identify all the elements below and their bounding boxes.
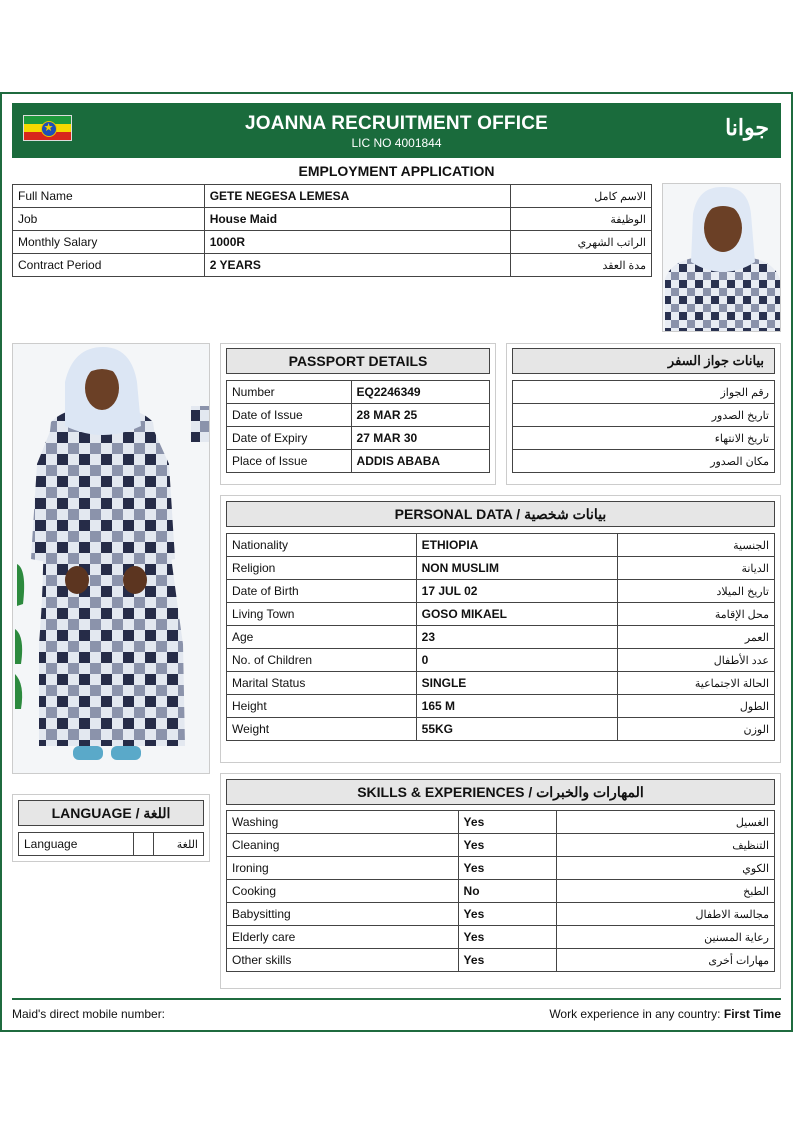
- language-value: [134, 833, 154, 856]
- skill-row: [227, 880, 775, 903]
- personal-data-table: [226, 533, 775, 741]
- applicant-row-label: Contract Period: [13, 254, 205, 277]
- passport-row-value: 27 MAR 30: [351, 427, 489, 450]
- applicant-row-label: Monthly Salary: [13, 231, 205, 254]
- personal-row-value: 165 M: [416, 695, 618, 718]
- applicant-row-label-ar: الوظيفة: [511, 208, 652, 231]
- passport-arabic-row: [513, 427, 775, 450]
- personal-row-label-ar: محل الإقامة: [618, 603, 775, 626]
- personal-row: [227, 649, 775, 672]
- skill-row-label-ar: الغسيل: [557, 811, 775, 834]
- language-table: [18, 832, 204, 856]
- skill-row-label-ar: مهارات أخرى: [557, 949, 775, 972]
- personal-data-title: PERSONAL DATA / بيانات شخصية: [226, 501, 775, 527]
- passport-table: [226, 380, 490, 473]
- applicant-row-label: Full Name: [13, 185, 205, 208]
- passport-arabic-row-label-ar: تاريخ الصدور: [513, 404, 775, 427]
- applicant-row-label: Job: [13, 208, 205, 231]
- passport-row-value: ADDIS ABABA: [351, 450, 489, 473]
- skill-row: [227, 926, 775, 949]
- personal-row: [227, 557, 775, 580]
- work-experience: [549, 1007, 781, 1021]
- personal-row: [227, 626, 775, 649]
- passport-row-label: Place of Issue: [227, 450, 352, 473]
- language-label-ar: اللغة: [154, 833, 204, 856]
- personal-row-value: GOSO MIKAEL: [416, 603, 618, 626]
- skill-row-label-ar: الكوي: [557, 857, 775, 880]
- skill-row-value: No: [458, 880, 557, 903]
- footer-divider: [12, 998, 781, 1000]
- personal-row: [227, 580, 775, 603]
- document-title: EMPLOYMENT APPLICATION: [298, 163, 495, 179]
- skill-row: [227, 811, 775, 834]
- personal-row-label: Religion: [227, 557, 417, 580]
- language-label: Language: [19, 833, 134, 856]
- personal-row-label: Nationality: [227, 534, 417, 557]
- applicant-row: [13, 254, 652, 277]
- skill-row-label: Cooking: [227, 880, 459, 903]
- applicant-row: [13, 208, 652, 231]
- personal-row-label-ar: العمر: [618, 626, 775, 649]
- skill-row-label: Other skills: [227, 949, 459, 972]
- applicant-row-value: House Maid: [204, 208, 511, 231]
- personal-row: [227, 695, 775, 718]
- applicant-table: [12, 184, 652, 277]
- passport-arabic-title: بيانات جواز السفر: [512, 348, 775, 374]
- portrait-photo: [662, 183, 781, 332]
- skill-row: [227, 834, 775, 857]
- personal-row: [227, 603, 775, 626]
- personal-row-value: NON MUSLIM: [416, 557, 618, 580]
- skill-row-label-ar: رعاية المسنين: [557, 926, 775, 949]
- passport-row-value: 28 MAR 25: [351, 404, 489, 427]
- skill-row: [227, 857, 775, 880]
- work-experience-value: First Time: [723, 1007, 781, 1021]
- passport-row: [227, 427, 490, 450]
- personal-row-value: 55KG: [416, 718, 618, 741]
- skill-row-value: Yes: [458, 811, 557, 834]
- passport-row-label: Number: [227, 381, 352, 404]
- skill-row-label: Elderly care: [227, 926, 459, 949]
- passport-row-value: EQ2246349: [351, 381, 489, 404]
- applicant-row-value: 2 YEARS: [204, 254, 511, 277]
- applicant-row: [13, 185, 652, 208]
- language-row: [19, 833, 204, 856]
- applicant-row-label-ar: الاسم كامل: [511, 185, 652, 208]
- passport-row-label: Date of Issue: [227, 404, 352, 427]
- skill-row-label: Cleaning: [227, 834, 459, 857]
- work-experience-label: Work experience in any country:: [549, 1007, 721, 1021]
- skill-row-label: Ironing: [227, 857, 459, 880]
- skill-row-value: Yes: [458, 857, 557, 880]
- applicant-row: [13, 231, 652, 254]
- full-body-figure: [13, 344, 210, 774]
- skill-row-value: Yes: [458, 903, 557, 926]
- personal-row-label-ar: الطول: [618, 695, 775, 718]
- passport-arabic-row: [513, 450, 775, 473]
- personal-row-label: No. of Children: [227, 649, 417, 672]
- passport-row-label: Date of Expiry: [227, 427, 352, 450]
- personal-row-value: 0: [416, 649, 618, 672]
- personal-row-label: Height: [227, 695, 417, 718]
- personal-row: [227, 718, 775, 741]
- skill-row-label-ar: التنظيف: [557, 834, 775, 857]
- skills-title: SKILLS & EXPERIENCES / المهارات والخبرات: [226, 779, 775, 805]
- applicant-row-value: GETE NEGESA LEMESA: [204, 185, 511, 208]
- portrait-figure: [663, 184, 781, 332]
- skill-row-label-ar: الطبخ: [557, 880, 775, 903]
- personal-row-label: Living Town: [227, 603, 417, 626]
- personal-row: [227, 672, 775, 695]
- skill-row-label-ar: مجالسة الاطفال: [557, 903, 775, 926]
- personal-row-label-ar: الوزن: [618, 718, 775, 741]
- personal-row-label-ar: الحالة الاجتماعية: [618, 672, 775, 695]
- passport-arabic-row: [513, 381, 775, 404]
- personal-row-label-ar: الجنسية: [618, 534, 775, 557]
- personal-row-label: Marital Status: [227, 672, 417, 695]
- mobile-number-label: Maid's direct mobile number:: [12, 1007, 166, 1021]
- personal-row-label: Weight: [227, 718, 417, 741]
- applicant-row-label-ar: الراتب الشهري: [511, 231, 652, 254]
- skill-row-label: Washing: [227, 811, 459, 834]
- skills-table: [226, 810, 775, 972]
- skill-row-value: Yes: [458, 926, 557, 949]
- personal-row-value: ETHIOPIA: [416, 534, 618, 557]
- passport-row: [227, 450, 490, 473]
- passport-row: [227, 404, 490, 427]
- personal-row-label-ar: تاريخ الميلاد: [618, 580, 775, 603]
- full-body-photo: [12, 343, 210, 774]
- skill-row-label: Babysitting: [227, 903, 459, 926]
- personal-row-label-ar: عدد الأطفال: [618, 649, 775, 672]
- passport-arabic-row: [513, 404, 775, 427]
- personal-row-label: Age: [227, 626, 417, 649]
- skill-row: [227, 903, 775, 926]
- skill-row: [227, 949, 775, 972]
- personal-row-label-ar: الديانة: [618, 557, 775, 580]
- personal-row-label: Date of Birth: [227, 580, 417, 603]
- passport-arabic-table: [512, 380, 775, 473]
- office-arabic-name: جوانا: [725, 115, 769, 140]
- passport-arabic-row-label-ar: رقم الجواز: [513, 381, 775, 404]
- passport-arabic-row-label-ar: مكان الصدور: [513, 450, 775, 473]
- personal-row-value: SINGLE: [416, 672, 618, 695]
- skill-row-value: Yes: [458, 949, 557, 972]
- personal-row-value: 17 JUL 02: [416, 580, 618, 603]
- office-title: JOANNA RECRUITMENT OFFICE: [244, 113, 549, 134]
- applicant-row-value: 1000R: [204, 231, 511, 254]
- ethiopia-flag-icon: [23, 115, 72, 141]
- personal-row-value: 23: [416, 626, 618, 649]
- office-header: [12, 103, 781, 158]
- personal-row: [227, 534, 775, 557]
- license-number: LIC NO 4001844: [351, 136, 442, 150]
- skill-row-value: Yes: [458, 834, 557, 857]
- passport-arabic-row-label-ar: تاريخ الانتهاء: [513, 427, 775, 450]
- language-title: LANGUAGE / اللغة: [18, 800, 204, 826]
- passport-title: PASSPORT DETAILS: [226, 348, 490, 374]
- applicant-row-label-ar: مدة العقد: [511, 254, 652, 277]
- passport-row: [227, 381, 490, 404]
